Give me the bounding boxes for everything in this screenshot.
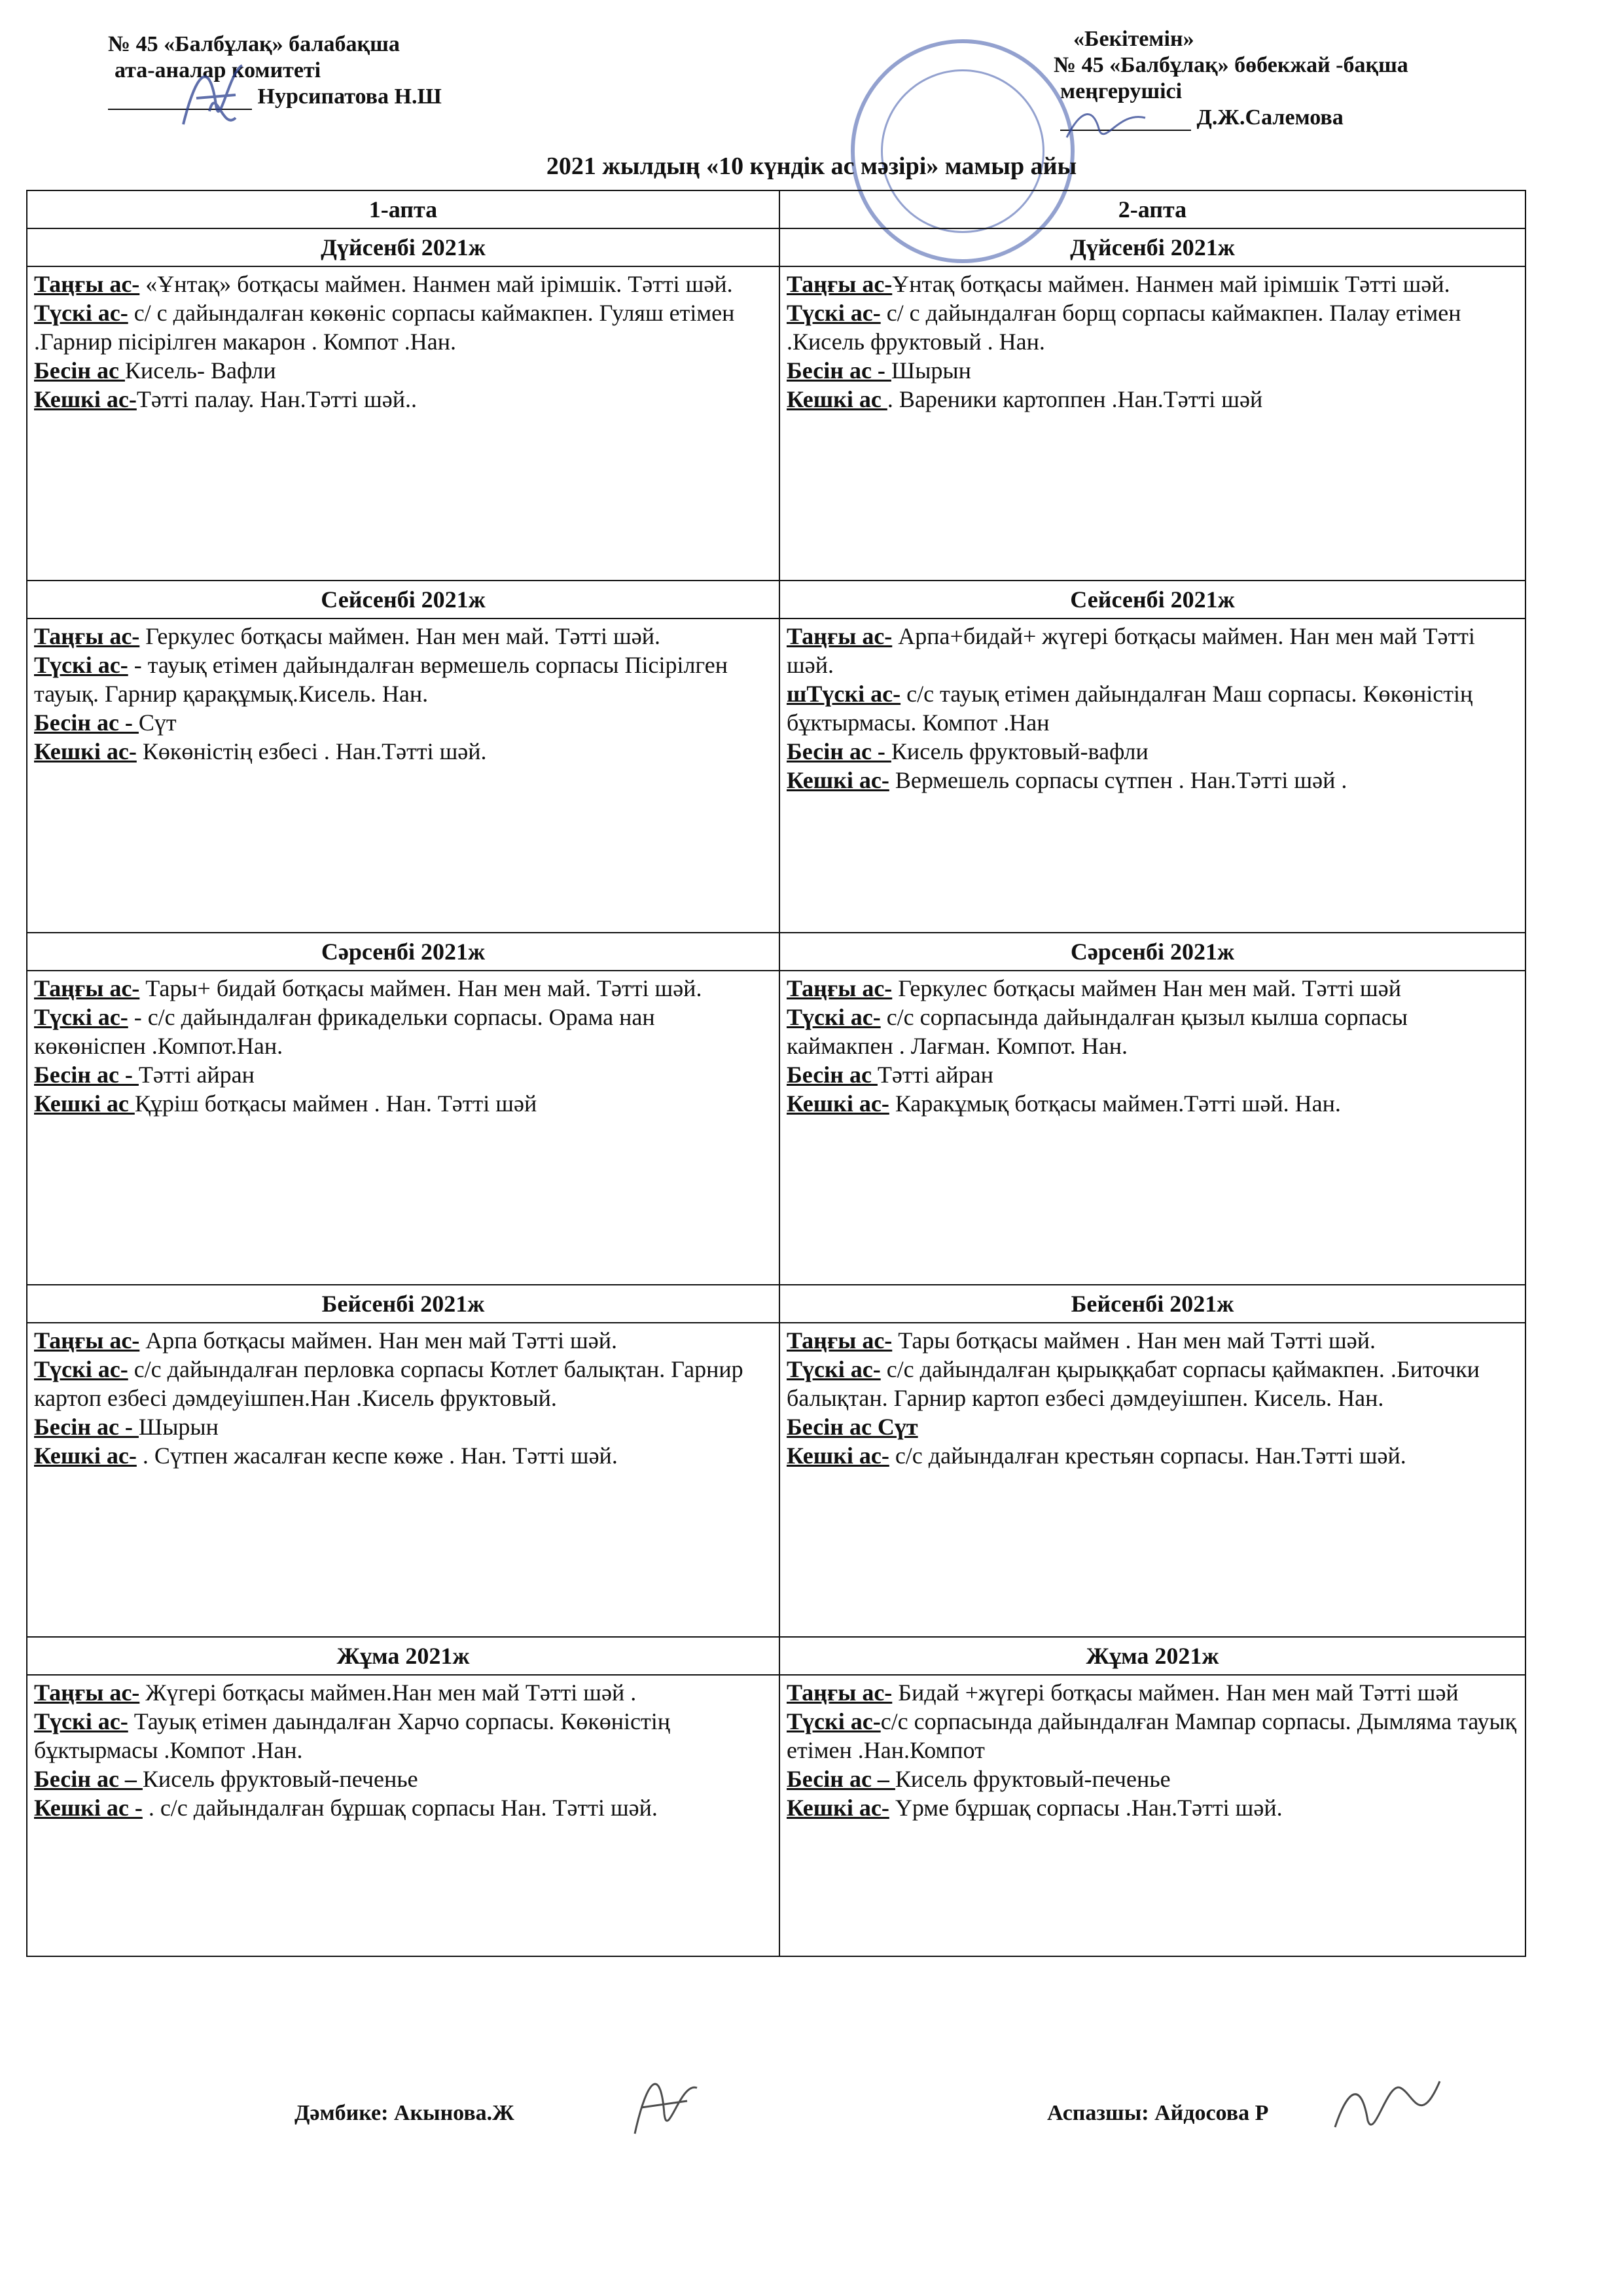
- meal-label: Таңғы ас-: [34, 1327, 140, 1354]
- meal-entry: [787, 1089, 1518, 1118]
- day-meals-row: [27, 1323, 1525, 1637]
- meal-entry: [787, 622, 1518, 679]
- meal-entry: [787, 737, 1518, 766]
- meal-description: с/ с дайындалған борщ сорпасы каймакпен. Палау етімен .Кисель фруктовый . Нан.: [787, 300, 1461, 355]
- meal-label: Бесін ас Сүт: [787, 1414, 918, 1440]
- menu-table: [26, 190, 1526, 1957]
- meal-label: Бесін ас -: [34, 1062, 139, 1088]
- meal-label: Кешкі ас-: [787, 1443, 889, 1469]
- meal-description: Кисель- Вафли: [124, 357, 276, 384]
- meal-entry: [34, 1765, 772, 1793]
- meal-description: Үрме бұршақ сорпасы .Нан.Тәтті шәй.: [889, 1795, 1283, 1821]
- meal-entry: [787, 1355, 1518, 1412]
- day-header-row: [27, 581, 1525, 619]
- meal-entry: [34, 1707, 772, 1765]
- meal-label: Түскі ас-: [34, 1356, 128, 1382]
- meal-description: Тәтті айран: [138, 1062, 255, 1088]
- meal-entry: [787, 1441, 1518, 1470]
- week-1-meal-cell: [27, 971, 779, 1285]
- meal-label: Түскі ас-: [34, 1708, 128, 1734]
- week-1-day-header: Сәрсенбі 2021ж: [27, 933, 779, 971]
- meal-description: Тәтті айран: [877, 1062, 993, 1088]
- week-2-day-header: Сәрсенбі 2021ж: [779, 933, 1525, 971]
- nurse-signature: Дәмбике: Акынова.Ж: [294, 2101, 514, 2125]
- meal-description: Арпа+бидай+ жүгері ботқасы маймен. Нан мен май Тәтті шәй.: [787, 623, 1475, 678]
- meal-label: Түскі ас-: [787, 1356, 881, 1382]
- meal-entry: [34, 1793, 772, 1822]
- meal-entry: [34, 1060, 772, 1089]
- meal-description: Тауық етімен даындалған Харчо сорпасы. Көкөністің бұктырмасы .Компот .Нан.: [34, 1708, 671, 1763]
- meal-label: Таңғы ас-: [34, 271, 140, 297]
- meal-label: Түскі ас-: [787, 300, 881, 326]
- meal-label: Бесін ас -: [34, 1414, 139, 1440]
- meal-description: Тәтті палау. Нан.Тәтті шәй..: [136, 386, 417, 412]
- meal-description: Кисель фруктовый-печенье: [895, 1766, 1171, 1792]
- meal-label: Кешкі ас: [787, 386, 887, 412]
- day-header-row: [27, 1637, 1525, 1675]
- meal-description: с/с сорпасында дайындалған қызыл кылша сорпасы каймакпен . Лағман. Компот. Нан.: [787, 1004, 1408, 1059]
- institution-name: № 45 «Балбұлақ» бөбекжай -бақша: [1054, 53, 1408, 77]
- meal-entry: [787, 1412, 1518, 1441]
- day-header-row: [27, 1285, 1525, 1323]
- day-header-row: [27, 228, 1525, 266]
- meal-entry: [34, 708, 772, 737]
- meal-label: Кешкі ас: [34, 1090, 135, 1117]
- meal-label: Таңғы ас-: [787, 623, 893, 649]
- day-meals-row: [27, 971, 1525, 1285]
- week-1-header: 1-апта: [27, 190, 779, 228]
- week-2-day-header: Жұма 2021ж: [779, 1637, 1525, 1675]
- week-header-row: [27, 190, 1525, 228]
- meal-label: Бесін ас -: [787, 357, 891, 384]
- week-1-day-header: Жұма 2021ж: [27, 1637, 779, 1675]
- meal-entry: [34, 1089, 772, 1118]
- parents-committee: ата-аналар комитеті: [115, 58, 321, 82]
- cook-signature: Аспазшы: Айдосова Р: [1047, 2101, 1269, 2125]
- meal-label: Түскі ас-: [787, 1708, 881, 1734]
- meal-description: - с/с дайындалған фрикадельки сорпасы. Орама нан көкөніспен .Компот.Нан.: [34, 1004, 655, 1059]
- meal-description: . Вареники картоппен .Нан.Тәтті шәй: [887, 386, 1263, 412]
- kindergarten-name: № 45 «Балбұлақ» балабақша: [108, 32, 400, 56]
- meal-entry: [787, 270, 1518, 298]
- meal-entry: [34, 1355, 772, 1412]
- meal-entry: [34, 974, 772, 1003]
- meal-description: Каракұмық ботқасы маймен.Тәтті шәй. Нан.: [889, 1090, 1341, 1117]
- meal-label: Түскі ас-: [34, 652, 128, 678]
- meal-label: Бесін ас –: [787, 1766, 895, 1792]
- meal-description: с/ с дайындалған көкөніс сорпасы каймакпен. Гуляш етімен .Гарнир пісірілген макарон . Компот .Нан.: [34, 300, 735, 355]
- meal-description: с/с сорпасында дайындалған Мампар сорпасы. Дымляма тауық етімен .Нан.Компот: [787, 1708, 1517, 1763]
- meal-description: Жүгері ботқасы маймен.Нан мен май Тәтті шәй .: [139, 1679, 637, 1706]
- meal-label: Бесін ас -: [787, 738, 891, 764]
- meal-description: Бидай +жүгері ботқасы маймен. Нан мен май Тәтті шәй: [892, 1679, 1459, 1706]
- meal-entry: [34, 1326, 772, 1355]
- meal-description: Ұнтақ ботқасы маймен. Нанмен май ірімшік Тәтті шәй.: [892, 271, 1450, 297]
- committee-signature-line: [108, 84, 442, 110]
- meal-label: Кешкі ас-: [787, 1795, 889, 1821]
- cook-signature-scribble: [1329, 2068, 1446, 2147]
- week-2-header: 2-апта: [779, 190, 1525, 228]
- meal-label: Таңғы ас-: [787, 975, 893, 1001]
- meal-label: Кешкі ас -: [34, 1795, 143, 1821]
- meal-description: Шырын: [138, 1414, 219, 1440]
- week-1-day-header: Бейсенбі 2021ж: [27, 1285, 779, 1323]
- meal-entry: [787, 356, 1518, 385]
- meal-label: Таңғы ас-: [787, 1679, 893, 1706]
- week-2-day-header: Бейсенбі 2021ж: [779, 1285, 1525, 1323]
- meal-description: «Ұнтақ» ботқасы маймен. Нанмен май ірімшік. Тәтті шәй.: [139, 271, 733, 297]
- meal-label: Кешкі ас-: [34, 738, 137, 764]
- meal-entry: [787, 766, 1518, 795]
- day-meals-row: [27, 1675, 1525, 1956]
- meal-description: Тары+ бидай ботқасы маймен. Нан мен май. Тәтті шәй.: [139, 975, 702, 1001]
- meal-entry: [34, 1412, 772, 1441]
- week-2-day-header: Сейсенбі 2021ж: [779, 581, 1525, 619]
- meal-label: Түскі ас-: [787, 1004, 881, 1030]
- week-1-day-header: Дүйсенбі 2021ж: [27, 228, 779, 266]
- meal-entry: [34, 385, 772, 414]
- meal-entry: [34, 622, 772, 651]
- meal-entry: [787, 1678, 1518, 1707]
- meal-description: Геркулес ботқасы маймен. Нан мен май. Тәтті шәй.: [139, 623, 661, 649]
- meal-description: Көкөністің езбесі . Нан.Тәтті шәй.: [136, 738, 487, 764]
- days-body: [27, 228, 1525, 1956]
- day-header-row: [27, 933, 1525, 971]
- meal-description: Кисель фруктовый-печенье: [142, 1766, 418, 1792]
- meal-label: Түскі ас-: [34, 1004, 128, 1030]
- week-2-meal-cell: [779, 619, 1525, 933]
- week-1-meal-cell: [27, 1675, 779, 1956]
- meal-entry: [34, 1678, 772, 1707]
- page-title: 2021 жылдың «10 күндік ас мәзірі» мамыр айы: [546, 152, 1077, 180]
- meal-entry: [787, 1326, 1518, 1355]
- head-position: меңгерушісі: [1060, 79, 1183, 103]
- meal-description: . Сүтпен жасалған кеспе көже . Нан. Тәтті шәй.: [136, 1443, 618, 1469]
- director-name: Д.Ж.Салемова: [1196, 105, 1344, 130]
- week-2-day-header: Дүйсенбі 2021ж: [779, 228, 1525, 266]
- meal-description: Сүт: [138, 709, 177, 736]
- meal-entry: [787, 974, 1518, 1003]
- meal-entry: [787, 1060, 1518, 1089]
- committee-head-name: Нурсипатова Н.Ш: [257, 84, 442, 109]
- meal-entry: [787, 1003, 1518, 1060]
- meal-description: Арпа ботқасы маймен. Нан мен май Тәтті шәй.: [139, 1327, 617, 1354]
- week-1-meal-cell: [27, 1323, 779, 1637]
- committee-signature: [170, 46, 255, 144]
- meal-description: . с/с дайындалған бұршақ сорпасы Нан. Тәтті шәй.: [142, 1795, 658, 1821]
- meal-label: Кешкі ас-: [787, 767, 889, 793]
- meal-label: Бесін ас -: [34, 709, 139, 736]
- meal-description: с/с дайындалған перловка сорпасы Котлет балықтан. Гарнир картоп езбесі дәмдеуішпен.Нан .Кисель фруктовый.: [34, 1356, 743, 1411]
- meal-description: с/с дайындалған қырыққабат сорпасы қаймакпен. .Биточки балықтан. Гарнир картоп езбесі дәмдеуішпен. Кисель. Нан.: [787, 1356, 1480, 1411]
- approval-label: «Бекітемін»: [1073, 27, 1194, 51]
- meal-entry: [34, 356, 772, 385]
- meal-entry: [34, 270, 772, 298]
- nurse-signature-scribble: [615, 2062, 707, 2147]
- week-1-meal-cell: [27, 619, 779, 933]
- meal-label: Кешкі ас-: [34, 1443, 137, 1469]
- week-2-meal-cell: [779, 266, 1525, 581]
- meal-label: Таңғы ас-: [787, 1327, 893, 1354]
- meal-entry: [787, 1765, 1518, 1793]
- meal-entry: [34, 1441, 772, 1470]
- meal-entry: [34, 737, 772, 766]
- meal-label: Таңғы ас-: [787, 271, 893, 297]
- day-meals-row: [27, 266, 1525, 581]
- meal-label: Кешкі ас-: [34, 386, 137, 412]
- meal-label: Таңғы ас-: [34, 623, 140, 649]
- week-2-meal-cell: [779, 1675, 1525, 1956]
- meal-label: Бесін ас: [34, 357, 125, 384]
- meal-label: Таңғы ас-: [34, 1679, 140, 1706]
- meal-description: Вермешель сорпасы сүтпен . Нан.Тәтті шәй .: [889, 767, 1347, 793]
- meal-description: с/с тауық етімен дайындалған Маш сорпасы. Көкөністің бұктырмасы. Компот .Нан: [787, 681, 1473, 736]
- meal-label: Таңғы ас-: [34, 975, 140, 1001]
- meal-label: шТүскі ас-: [787, 681, 901, 707]
- week-2-meal-cell: [779, 1323, 1525, 1637]
- meal-label: Бесін ас: [787, 1062, 878, 1088]
- meal-label: Бесін ас –: [34, 1766, 143, 1792]
- meal-description: Шырын: [891, 357, 971, 384]
- meal-entry: [34, 1003, 772, 1060]
- meal-entry: [34, 298, 772, 356]
- meal-entry: [787, 298, 1518, 356]
- meal-label: Түскі ас-: [34, 300, 128, 326]
- header-left: [108, 31, 442, 110]
- week-2-meal-cell: [779, 971, 1525, 1285]
- week-1-day-header: Сейсенбі 2021ж: [27, 581, 779, 619]
- meal-entry: [787, 385, 1518, 414]
- day-meals-row: [27, 619, 1525, 933]
- meal-description: Тары ботқасы маймен . Нан мен май Тәтті шәй.: [892, 1327, 1376, 1354]
- meal-entry: [34, 651, 772, 708]
- week-1-meal-cell: [27, 266, 779, 581]
- meal-description: Кисель фруктовый-вафли: [891, 738, 1149, 764]
- meal-description: с/с дайындалған крестьян сорпасы. Нан.Тәтті шәй.: [889, 1443, 1406, 1469]
- meal-description: Құріш ботқасы маймен . Нан. Тәтті шәй: [134, 1090, 537, 1117]
- director-signature: [1060, 98, 1152, 151]
- meal-entry: [787, 1707, 1518, 1765]
- meal-label: Кешкі ас-: [787, 1090, 889, 1117]
- meal-description: Геркулес ботқасы маймен Нан мен май. Тәтті шәй: [892, 975, 1402, 1001]
- meal-entry: [787, 1793, 1518, 1822]
- meal-entry: [787, 679, 1518, 737]
- meal-description: - тауық етімен дайындалған вермешель сорпасы Пісірілген тауық. Гарнир қарақұмық.Кисель. Нан.: [34, 652, 728, 707]
